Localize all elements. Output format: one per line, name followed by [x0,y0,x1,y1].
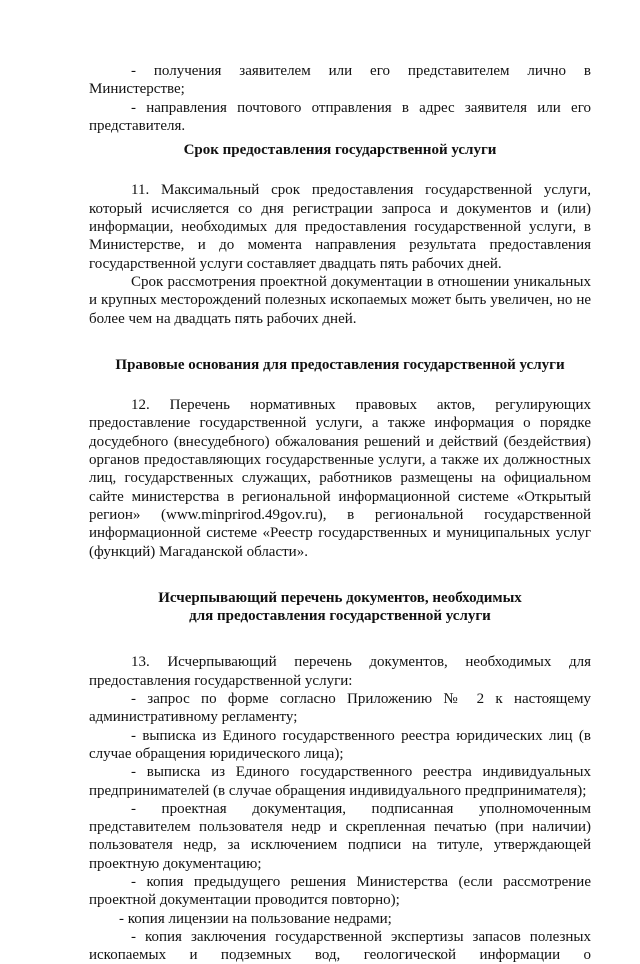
intro-item-2: - направления почтового отправления в адрес заявителя или его представителя. [89,99,591,134]
list-item: - запрос по форме согласно Приложению № 2 к настоящему административному регламенту; [89,691,591,726]
paragraph-11-extension: Срок рассмотрения проектной документации в отношении уникальных и крупных месторождений полезных ископаемых может быть увеличен, но не более чем на двадцать пять рабочих дней. [89,273,591,327]
section-heading-documents-line2: для предоставления государственной услуги [189,608,491,625]
list-item: - копия заключения государственной экспертизы запасов полезных ископаемых и подземных вод, геологической информации о [89,928,591,964]
paragraph-12: 12. Перечень нормативных правовых актов, регулирующих предоставление государственной услуги, а также информация о порядке досудебного (внесудебного) обжалования решений и действий (бездействия) органов предоставляющих государственные услуги, а также их должностных лиц, государственных служащих, работников размещены на официальном сайте министерства в региональной информационной системе «Открытый регион» (www.minprirod.49gov.ru), в региональной государственной информационной системе «Реестр государственных и муниципальных услуг (функций) Магаданской области». [89,397,591,560]
list-item: - выписка из Единого государственного реестра юридических лиц (в случае обращения юридического лица); [89,727,591,762]
section-heading-documents-line1: Исчерпывающий перечень документов, необходимых [158,589,522,606]
document-page [89,62,591,964]
section-heading-legal: Правовые основания для предоставления государственной услуги [115,356,565,373]
paragraph-13: 13. Исчерпывающий перечень документов, необходимых для предоставления государственной услуги: [89,654,591,689]
intro-item-1: - получения заявителем или его представителем лично в Министерстве; [89,63,591,98]
list-item: - копия предыдущего решения Министерства (если рассмотрение проектной документации проводится повторно); [89,873,591,909]
list-item: - копия лицензии на пользование недрами; [119,910,392,927]
list-item: - выписка из Единого государственного реестра индивидуальных предпринимателей (в случае обращения индивидуального предпринимателя); [89,764,591,799]
list-item: - проектная документация, подписанная уполномоченным представителем пользователя недр и скрепленная печатью (при наличии) пользователя недр, за исключением подписи на титуле, утверждающей проектную документацию; [89,800,591,872]
section-heading-term: Срок предоставления государственной услуги [183,142,497,159]
paragraph-11: 11. Максимальный срок предоставления государственной услуги, который исчисляется со дня регистрации запроса и документов и (или) информации, необходимых для предоставления государственной услуги, в Министерстве, и до момента направления результата предоставления государственной услуги составляет двадцать пять рабочих дней. [89,182,591,272]
